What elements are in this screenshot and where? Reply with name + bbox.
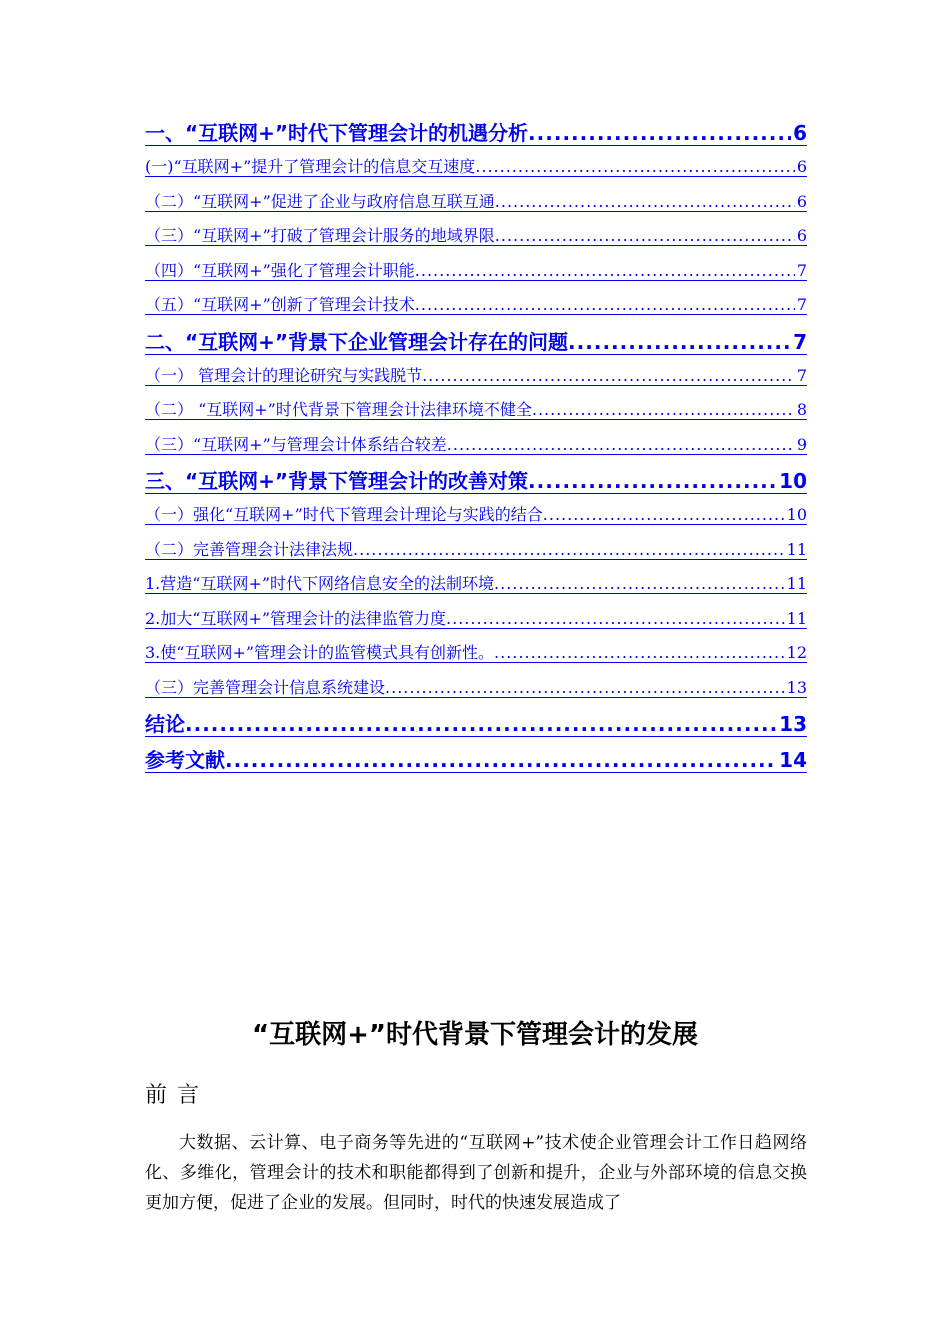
toc-entry-title: （四）“互联网+”强化了管理会计职能 (145, 260, 415, 280)
toc-dot-leader (532, 400, 795, 420)
toc-entry-title: （三）“互联网+”与管理会计体系结合较差 (145, 434, 447, 454)
toc-entry[interactable] (145, 157, 807, 192)
toc-entry-title: 参考文献 (145, 748, 225, 772)
toc-entry-page-number: 11 (786, 539, 807, 559)
document-title: “互联网+”时代背景下管理会计的发展 (252, 1020, 698, 1050)
toc-entry[interactable] (145, 435, 807, 470)
toc-entry-title: （二）“互联网+”促进了企业与政府信息互联互通 (145, 191, 495, 211)
toc-dot-leader (422, 366, 795, 386)
toc-entry[interactable] (145, 366, 807, 401)
toc-dot-leader (495, 226, 795, 246)
table-of-contents (145, 121, 807, 784)
toc-entry-page-number: 11 (786, 574, 807, 593)
toc-entry-page-number: 6 (796, 191, 807, 211)
toc-entry[interactable] (145, 712, 807, 748)
toc-entry[interactable] (145, 609, 807, 644)
toc-entry[interactable] (145, 643, 807, 678)
section-heading-preface: 前言 (145, 1083, 210, 1108)
toc-entry-page-number: 6 (793, 121, 807, 145)
toc-entry-title: 二、“互联网+”背景下企业管理会计存在的问题 (145, 329, 569, 354)
body-paragraph: 大数据、云计算、电子商务等先进的“互联网+”技术使企业管理会计工作日趋网络化、多维化，管理会计的技术和职能都得到了创新和提升，企业与外部环境的信息交换更加方便，促进了企业的发展。但同时，时代的快速发展造成了 (145, 1133, 807, 1213)
toc-entry-title: 1.营造“互联网+”时代下网络信息安全的法制环境 (145, 574, 495, 593)
toc-entry-page-number: 8 (796, 400, 807, 419)
toc-dot-leader (568, 330, 791, 355)
toc-dot-leader (528, 121, 791, 146)
toc-entry-page-number: 10 (786, 505, 807, 524)
toc-entry-title: 3.使“互联网+”管理会计的监管模式具有创新性。 (145, 643, 495, 662)
toc-entry[interactable] (145, 226, 807, 261)
toc-dot-leader (494, 643, 785, 663)
toc-entry-title: （一） 管理会计的理论研究与实践脱节 (145, 365, 423, 385)
toc-dot-leader (185, 712, 777, 737)
toc-entry-title: 一、“互联网+”时代下管理会计的机遇分析 (145, 121, 529, 145)
toc-entry-page-number: 13 (779, 712, 807, 736)
toc-entry[interactable] (145, 540, 807, 575)
toc-entry-title: （三）“互联网+”打破了管理会计服务的地域界限 (145, 226, 495, 245)
toc-entry-title: 2.加大“互联网+”管理会计的法律监管力度 (145, 608, 447, 628)
toc-dot-leader (543, 505, 785, 525)
toc-entry[interactable] (145, 469, 807, 505)
toc-entry[interactable] (145, 121, 807, 157)
toc-entry-page-number: 13 (786, 677, 807, 697)
toc-entry-page-number: 7 (796, 365, 807, 385)
toc-entry-page-number: 10 (779, 469, 807, 493)
toc-dot-leader (528, 469, 777, 494)
toc-dot-leader (225, 748, 777, 773)
toc-entry-title: （二） “互联网+”时代背景下管理会计法律环境不健全 (145, 400, 532, 419)
toc-entry-page-number: 9 (796, 434, 807, 454)
toc-entry-page-number: 7 (796, 260, 807, 280)
toc-entry-page-number: 12 (786, 643, 807, 662)
toc-entry-page-number: 6 (796, 226, 807, 245)
toc-dot-leader (475, 157, 795, 177)
toc-entry-title: 结论 (145, 712, 185, 736)
toc-entry[interactable] (145, 505, 807, 540)
toc-entry-page-number: 7 (796, 295, 807, 314)
toc-entry[interactable] (145, 678, 807, 713)
toc-dot-leader (446, 609, 785, 629)
toc-entry-page-number: 14 (779, 748, 807, 772)
toc-dot-leader (353, 540, 785, 560)
toc-dot-leader (415, 295, 795, 315)
toc-dot-leader (385, 678, 785, 698)
toc-entry-title: （三）完善管理会计信息系统建设 (145, 677, 386, 697)
toc-entry[interactable] (145, 400, 807, 435)
toc-dot-leader (415, 261, 795, 281)
toc-dot-leader (495, 192, 795, 212)
toc-entry-page-number: 11 (786, 608, 807, 628)
toc-entry[interactable] (145, 295, 807, 330)
toc-entry-page-number: 7 (793, 329, 807, 354)
toc-entry[interactable] (145, 574, 807, 609)
toc-entry-title: (一)“互联网+”提升了管理会计的信息交互速度 (145, 157, 476, 176)
toc-entry-title: 三、“互联网+”背景下管理会计的改善对策 (145, 469, 529, 493)
toc-entry[interactable] (145, 330, 807, 366)
toc-entry[interactable] (145, 748, 807, 784)
toc-entry-page-number: 6 (796, 157, 807, 176)
toc-entry[interactable] (145, 261, 807, 296)
toc-entry-title: （二）完善管理会计法律法规 (145, 539, 354, 559)
toc-entry[interactable] (145, 192, 807, 227)
toc-entry-title: （一）强化“互联网+”时代下管理会计理论与实践的结合 (145, 505, 543, 524)
toc-dot-leader (494, 574, 785, 594)
toc-dot-leader (447, 435, 795, 455)
toc-entry-title: （五）“互联网+”创新了管理会计技术 (145, 295, 415, 314)
